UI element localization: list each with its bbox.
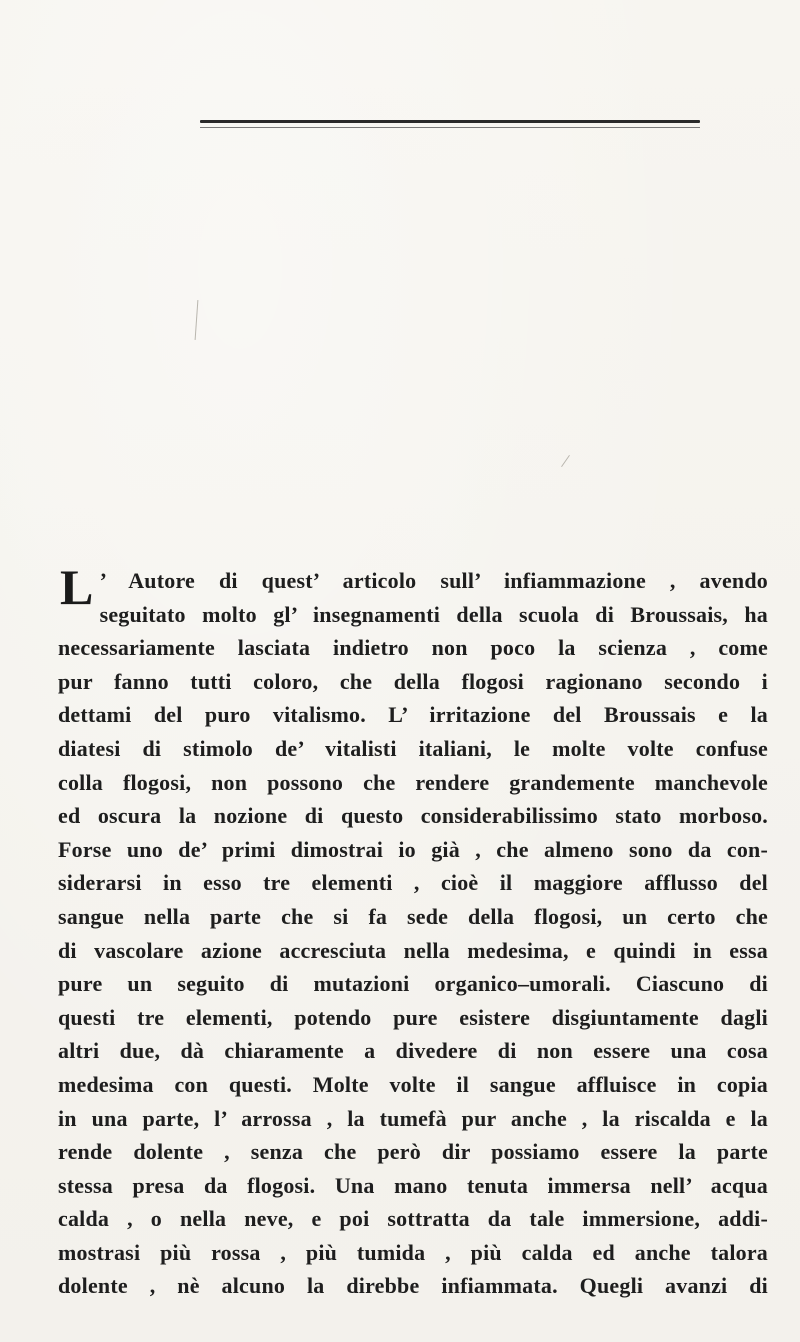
paragraph-line: diatesi di stimolo de’ vitalisti italiani, le molte volte confuse	[58, 735, 768, 761]
paragraph-line: mostrasi più rossa , più tumida , più calda ed anche talora	[58, 1239, 768, 1265]
article-paragraph	[58, 559, 768, 1303]
header-rule-thin	[200, 127, 700, 128]
paper-mark	[561, 455, 570, 467]
paragraph-line: in una parte, l’ arrossa , la tumefà pur anche , la riscalda e la	[58, 1105, 768, 1131]
paragraph-line: dolente , nè alcuno la direbbe infiammata. Quegli avanzi di	[58, 1273, 768, 1299]
paragraph-line: questi tre elementi, potendo pure esistere disgiuntamente dagli	[58, 1004, 768, 1030]
paragraph-line: colla flogosi, non possono che rendere grandemente manchevole	[58, 769, 768, 795]
header-rule	[200, 120, 700, 123]
paragraph-line: dettami del puro vitalismo. L’ irritazione del Broussais e la	[58, 702, 768, 728]
paragraph-lines	[58, 598, 768, 1303]
paragraph-line: calda , o nella neve, e poi sottratta da tale immersione, addi-	[58, 1206, 768, 1232]
drop-cap: L	[60, 559, 94, 615]
paragraph-line: ed oscura la nozione di questo considerabilissimo stato morboso.	[58, 803, 768, 829]
paragraph-line: medesima con questi. Molte volte il sangue affluisce in copia	[58, 1071, 768, 1097]
paragraph-line: necessariamente lasciata indietro non poco la scienza , come	[58, 635, 768, 661]
paragraph-line: pur fanno tutti coloro, che della flogosi ragionano secondo i	[58, 668, 768, 694]
paper-mark	[195, 300, 199, 340]
paragraph-line: di vascolare azione accresciuta nella medesima, e quindi in essa	[58, 937, 768, 963]
paragraph-line: seguitato molto gl’ insegnamenti della scuola di Broussais, ha	[99, 601, 768, 627]
paragraph-line: sangue nella parte che si fa sede della flogosi, un certo che	[58, 903, 768, 929]
paragraph-line: altri due, dà chiaramente a divedere di non essere una cosa	[58, 1038, 768, 1064]
paragraph-line: stessa presa da flogosi. Una mano tenuta immersa nell’ acqua	[58, 1172, 768, 1198]
paragraph-line: ’ Autore di quest’ articolo sull’ infiammazione , avendo	[99, 568, 768, 593]
paragraph-line: pure un seguito di mutazioni organico–umorali. Ciascuno di	[58, 971, 768, 997]
paragraph-line: rende dolente , senza che però dir possiamo essere la parte	[58, 1139, 768, 1165]
paragraph-line: Forse uno de’ primi dimostrai io già , che almeno sono da con-	[58, 836, 768, 862]
paragraph-line: siderarsi in esso tre elementi , cioè il maggiore afflusso del	[58, 870, 768, 896]
